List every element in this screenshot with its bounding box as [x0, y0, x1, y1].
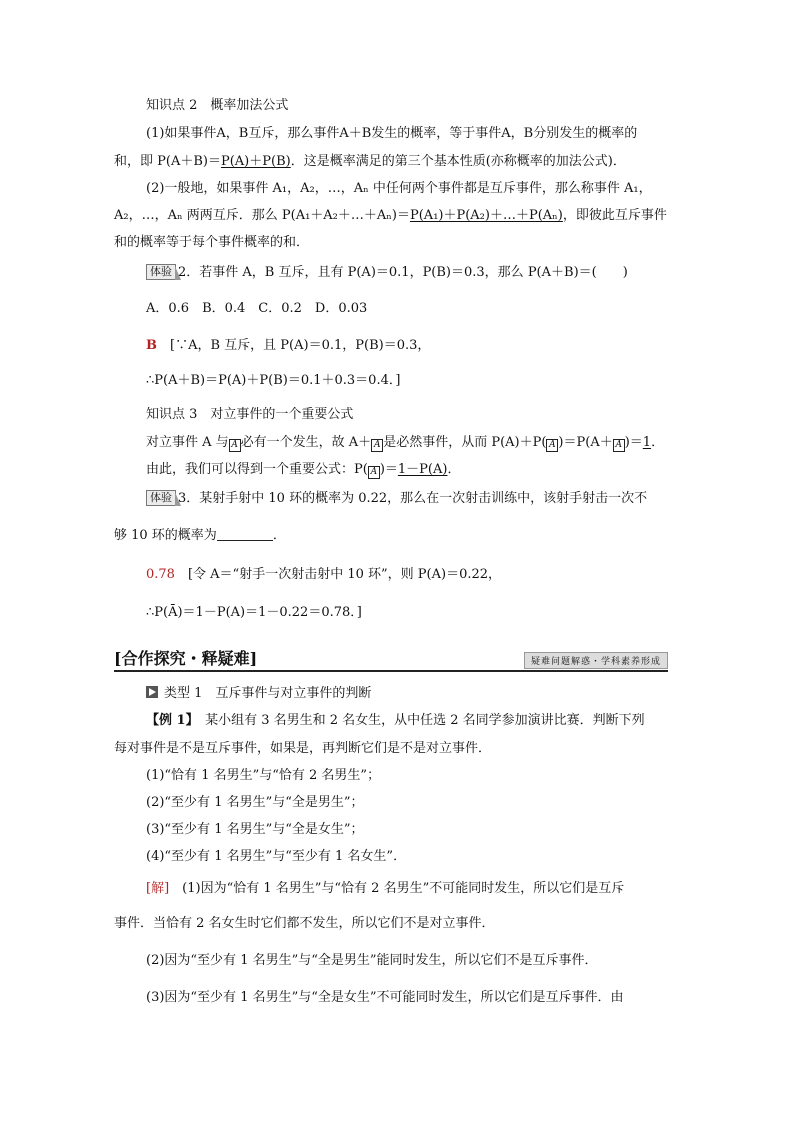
experience-tag: 体验: [146, 490, 176, 506]
solution-line4: (3)因为“至少有 1 名男生”与“全是女生”不可能同时发生，所以它们是互斥事件．由: [146, 990, 624, 1005]
complement-sum-answer: 1: [642, 435, 652, 450]
example-label: 【例 1】: [146, 713, 193, 728]
exercise-3-answer: 0.78: [146, 567, 175, 582]
a-bar-box: A: [546, 439, 558, 452]
exercise-3-question-line1: 体验 3．某射手射中 10 环的概率为 0.22，那么在一次射击训练中，该射手射击一次不: [146, 490, 647, 508]
exercise-2-solution-line1: B [∵A，B 互斥，且 P(A)＝0.1，P(B)＝0.3，: [146, 338, 431, 353]
kp2-para2-line3: 和的概率等于每个事件概率的和．: [114, 235, 310, 250]
kp2-para2-line2: A₂，…，Aₙ 两两互斥．那么 P(A₁＋A₂＋…＋Aₙ)＝P(A₁)＋P(A₂)＋…＋P(Aₙ)，即彼此互斥事件: [114, 208, 667, 223]
a-bar-box: A: [613, 439, 625, 452]
kp2-para1-line1: (1)如果事件A，B互斥，那么事件A＋B发生的概率，等于事件A，B分别发生的概率的: [146, 126, 638, 141]
exercise-3-solution-line2: ∴P(Ā)＝1－P(A)＝1－0.22＝0.78．]: [146, 605, 362, 620]
section-subtitle: 疑难问题解惑・学科素养形成: [524, 652, 668, 669]
a-bar-box: A: [229, 439, 241, 452]
kp2-para1-line2: 和，即 P(A＋B)＝P(A)＋P(B)．这是概率满足的第三个基本性质(亦称概率的加法公式)．: [114, 154, 626, 169]
kp3-line1: 对立事件 A 与 A 必有一个发生，故 A＋ A 是必然事件，从而 P(A)＋P( A )＝P(A＋ A )＝1．: [146, 435, 665, 450]
kp3-line2: 由此，我们可以得到一个重要公式：P( A )＝1－P(A)．: [146, 462, 461, 477]
a-bar-box: A: [371, 439, 383, 452]
example-item: (4)“至少有 1 名男生”与“至少有 1 名女生”．: [146, 849, 407, 864]
complement-formula-answer: 1－P(A): [397, 462, 448, 477]
example-item: (3)“至少有 1 名男生”与“全是女生”；: [146, 822, 364, 837]
addition-formula-answer: P(A)＋P(B): [220, 154, 291, 169]
exercise-2-options: A．0.6 B．0.4 C．0.2 D．0.03: [146, 301, 368, 316]
section-header: [114, 650, 668, 672]
example-item: (2)“至少有 1 名男生”与“全是男生”；: [146, 795, 364, 810]
section-title: [合作探究・释疑难]: [114, 649, 258, 668]
play-icon: [146, 686, 158, 698]
example-1-line2: 每对事件是不是互斥事件，如果是，再判断它们是不是对立事件．: [114, 741, 492, 756]
exercise-2-answer: B: [146, 338, 157, 353]
answer-blank: [217, 528, 273, 541]
example-1-line1: 【例 1】 某小组有 3 名男生和 2 名女生，从中任选 2 名同学参加演讲比赛．判断下列: [146, 713, 645, 728]
exercise-2-question: 体验 2．若事件 A，B 互斥，且有 P(A)＝0.1，P(B)＝0.3，那么 P(A＋B)＝( ): [146, 264, 628, 282]
general-addition-answer: P(A₁)＋P(A₂)＋…＋P(Aₙ): [409, 208, 563, 223]
type1-heading: 类型 1 互斥事件与对立事件的判断: [146, 685, 371, 703]
kp2-para2-line1: (2)一般地，如果事件 A₁，A₂，…，Aₙ 中任何两个事件都是互斥事件，那么称事件 A₁，: [146, 181, 652, 196]
solution-label: [解]: [146, 881, 170, 896]
kp2-heading: 知识点 2 概率加法公式: [146, 98, 289, 113]
exercise-2-solution-line2: ∴P(A＋B)＝P(A)＋P(B)＝0.1＋0.3＝0.4．]: [146, 373, 401, 388]
a-bar-box: A: [368, 466, 380, 479]
exercise-3-question-line2: 够 10 环的概率为 ．: [114, 528, 286, 543]
experience-tag: 体验: [146, 264, 176, 280]
exercise-3-solution-line1: 0.78 [令 A＝“射手一次射击射中 10 环”，则 P(A)＝0.22，: [146, 567, 502, 582]
kp3-heading: 知识点 3 对立事件的一个重要公式: [146, 407, 354, 422]
example-item: (1)“恰有 1 名男生”与“恰有 2 名男生”；: [146, 768, 381, 783]
solution-line1: [解] (1)因为“恰有 1 名男生”与“恰有 2 名男生”不可能同时发生，所以它们是互斥: [146, 881, 625, 896]
solution-line3: (2)因为“至少有 1 名男生”与“全是男生”能同时发生，所以它们不是互斥事件．: [146, 953, 598, 968]
solution-line2: 事件．当恰有 2 名女生时它们都不发生，所以它们不是对立事件．: [114, 916, 495, 931]
